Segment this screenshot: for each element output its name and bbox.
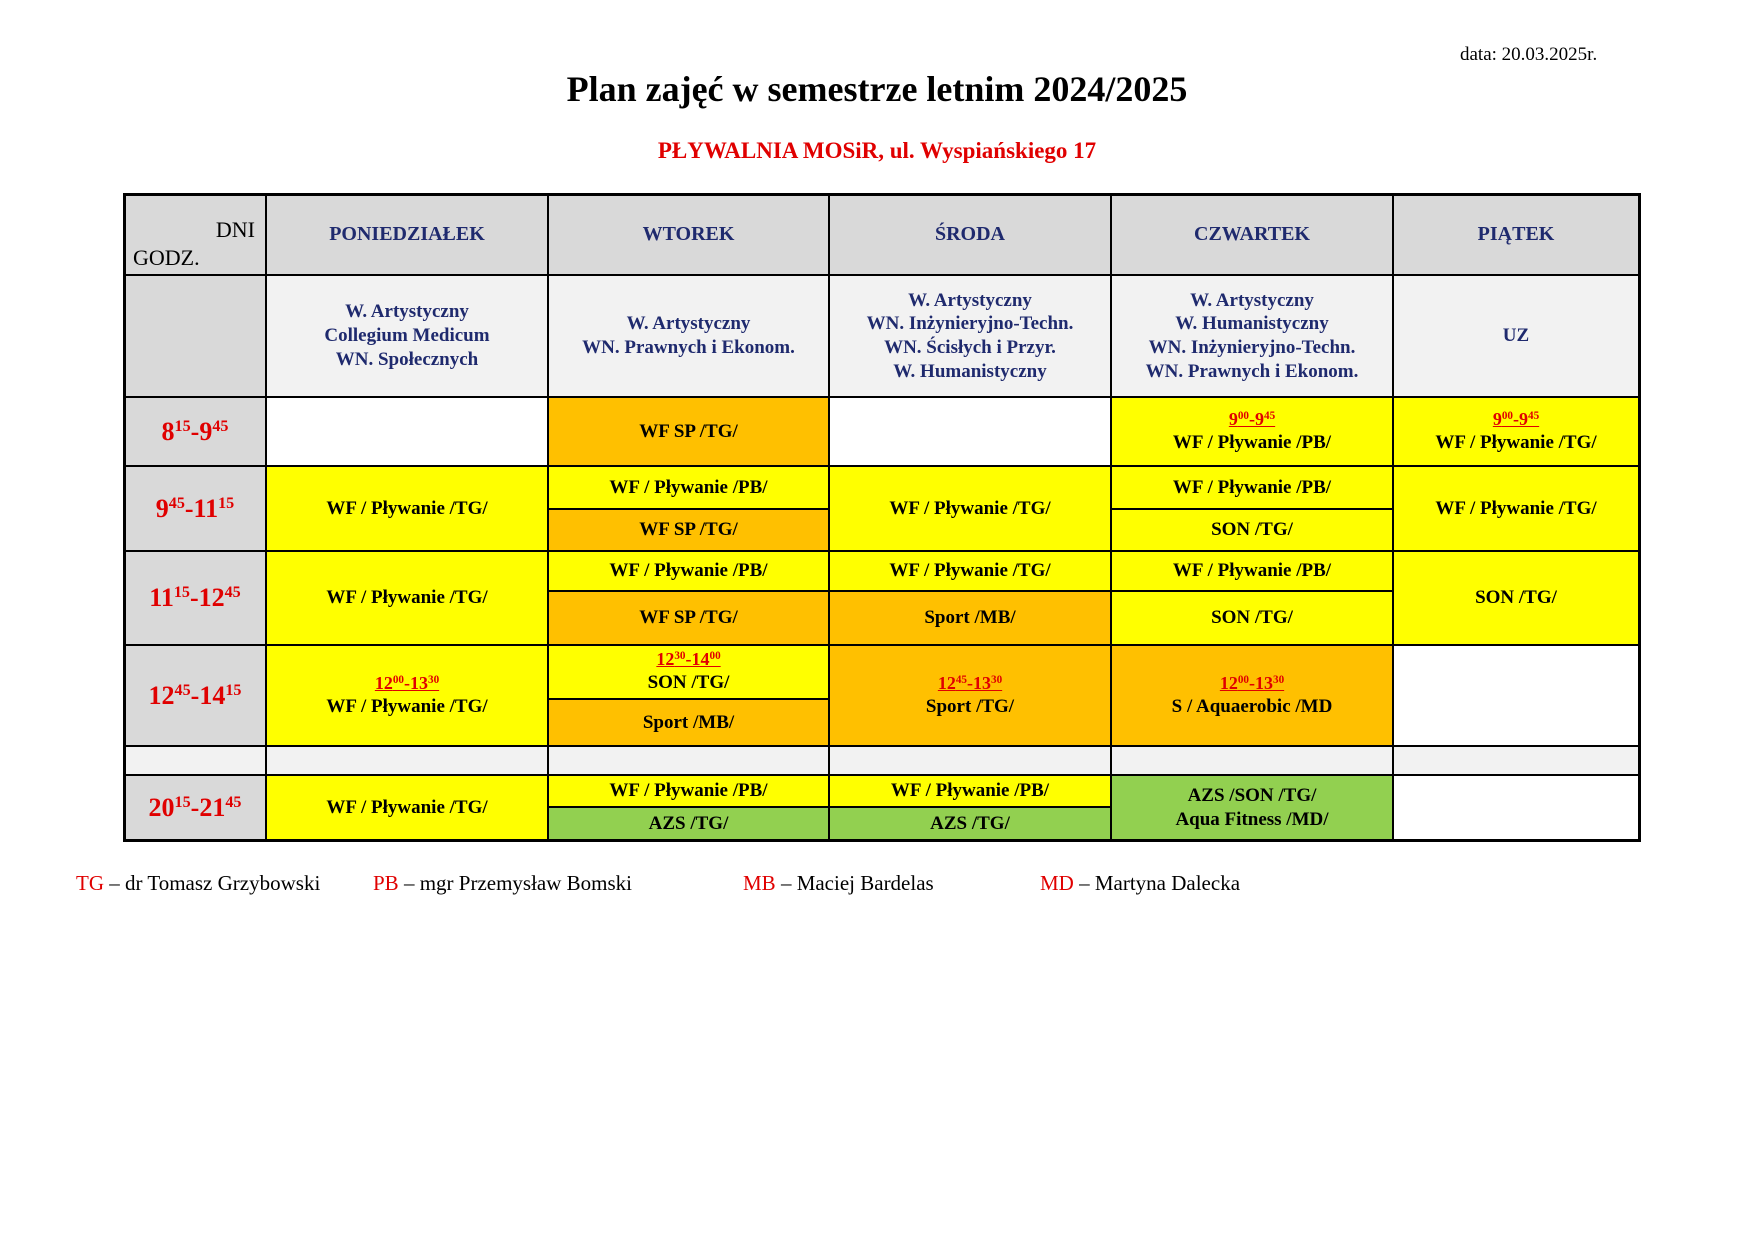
slot1-friday-class: $9^{00}-9^{45}$ WF / Pływanie /TG/ <box>1393 397 1639 466</box>
class-time: $12^{30}-14^{00}$ <box>656 649 721 670</box>
slot5-wednesday-class-a: WF / Pływanie /PB/ <box>829 775 1111 807</box>
faculties-row-label <box>124 275 266 397</box>
slot1-thursday-class: $9^{00}-9^{45}$ WF / Pływanie /PB/ <box>1111 397 1393 466</box>
day-header-thursday: CZWARTEK <box>1111 194 1393 275</box>
slot3-wednesday-class-a: WF / Pływanie /TG/ <box>829 551 1111 591</box>
slot4-tuesday-class-a: $12^{30}-14^{00}$ SON /TG/ <box>548 645 829 699</box>
faculty-line: WN. Ścisłych i Przyr. <box>884 337 1056 358</box>
day-header-friday: PIĄTEK <box>1393 194 1639 275</box>
faculty-line: WN. Prawnych i Ekonom. <box>582 337 795 358</box>
faculty-line: W. Artystyczny <box>345 301 469 323</box>
slot4-thursday-class: $12^{00}-13^{30}$ S / Aquaerobic /MD <box>1111 645 1393 746</box>
legend-item-mb: MB – Maciej Bardelas <box>743 871 934 895</box>
spacer-tuesday <box>548 746 829 775</box>
faculties-monday <box>266 275 548 397</box>
class-time: $12^{45}-13^{30}$ <box>937 672 1003 693</box>
faculties-wednesday <box>829 275 1111 397</box>
slot2-tuesday-class-b: WF SP /TG/ <box>548 509 829 551</box>
faculty-line: WN. Społecznych <box>335 348 479 370</box>
slot4-wednesday-class: $12^{45}-13^{30}$ Sport /TG/ <box>829 645 1111 746</box>
faculty-line: Collegium Medicum <box>324 325 490 347</box>
slot5-friday-empty <box>1393 775 1639 840</box>
faculties-tuesday <box>548 275 829 397</box>
page-title: Plan zajęć w semestrze letnim 2024/2025 <box>566 69 1188 109</box>
slot3-thursday-class-b: SON /TG/ <box>1111 591 1393 645</box>
slot2-thursday-class-a: WF / Pływanie /PB/ <box>1111 466 1393 509</box>
faculty-line: WN. Prawnych i Ekonom. <box>1145 360 1359 382</box>
slot2-thursday-class-b: SON /TG/ <box>1111 509 1393 551</box>
faculties-thursday <box>1111 275 1393 397</box>
page-subtitle: PŁYWALNIA MOSiR, ul. Wyspiańskiego 17 <box>657 138 1097 163</box>
time-slot-2: $9^{45}-11^{15}$ <box>124 466 266 551</box>
class-time: $12^{00}-13^{30}$ <box>374 672 440 693</box>
slot5-wednesday-class-b: AZS /TG/ <box>829 807 1111 840</box>
slot3-monday-class: WF / Pływanie /TG/ <box>266 551 548 645</box>
slot1-wednesday-empty <box>829 397 1111 466</box>
faculty-line: UZ <box>1502 325 1530 347</box>
slot5-tuesday-class-b: AZS /TG/ <box>548 807 829 840</box>
faculties-friday <box>1393 275 1639 397</box>
legend-item-md: MD – Martyna Dalecka <box>1040 871 1241 895</box>
day-header-wednesday: ŚRODA <box>829 194 1111 275</box>
time-slot-4: $12^{45}-14^{15}$ <box>124 645 266 746</box>
day-header-monday: PONIEDZIAŁEK <box>266 194 548 275</box>
faculty-line: WN. Inżynieryjno-Techn. <box>866 313 1074 335</box>
class-time: $9^{00}-9^{45}$ <box>1228 408 1276 429</box>
legend-item-pb: PB – mgr Przemysław Bomski <box>373 871 633 895</box>
slot3-friday-class: SON /TG/ <box>1393 551 1639 645</box>
time-slot-5: $20^{15}-21^{45}$ <box>124 775 266 840</box>
slot2-wednesday-class: WF / Pływanie /TG/ <box>829 466 1111 551</box>
time-slot-3: $11^{15}-12^{45}$ <box>124 551 266 645</box>
slot1-monday-empty <box>266 397 548 466</box>
slot2-friday-class: WF / Pływanie /TG/ <box>1393 466 1639 551</box>
slot5-thursday-class: AZS /SON /TG/ Aqua Fitness /MD/ <box>1111 775 1393 840</box>
faculty-line: W. Artystyczny <box>1190 289 1314 311</box>
document-date: data: 20.03.2025r. <box>1460 44 1598 65</box>
spacer-thursday <box>1111 746 1393 775</box>
corner-cell <box>124 194 266 275</box>
slot3-wednesday-class-b: Sport /MB/ <box>829 591 1111 645</box>
slot4-friday-empty <box>1393 645 1639 746</box>
corner-dni: DNI <box>215 217 255 242</box>
slot5-monday-class: WF / Pływanie /TG/ <box>266 775 548 840</box>
faculty-line: W. Humanistyczny <box>893 360 1047 382</box>
slot5-tuesday-class-a: WF / Pływanie /PB/ <box>548 775 829 807</box>
spacer-row-label <box>124 746 266 775</box>
slot1-tuesday-class: WF SP /TG/ <box>548 397 829 466</box>
slot2-tuesday-class-a: WF / Pływanie /PB/ <box>548 466 829 509</box>
corner-godz: GODZ. <box>133 245 200 270</box>
spacer-monday <box>266 746 548 775</box>
slot2-monday-class: WF / Pływanie /TG/ <box>266 466 548 551</box>
faculty-line: W. Humanistyczny <box>1175 313 1329 335</box>
time-slot-1: $8^{15}-9^{45}$ <box>124 397 266 466</box>
faculty-line: W. Artystyczny <box>908 289 1032 311</box>
class-time: $9^{00}-9^{45}$ <box>1492 408 1540 429</box>
spacer-wednesday <box>829 746 1111 775</box>
faculty-line: WN. Inżynieryjno-Techn. <box>1148 337 1356 358</box>
legend-item-tg: TG – dr Tomasz Grzybowski <box>76 871 321 895</box>
spacer-friday <box>1393 746 1639 775</box>
slot4-tuesday-class-b: Sport /MB/ <box>548 699 829 746</box>
slot3-thursday-class-a: WF / Pływanie /PB/ <box>1111 551 1393 591</box>
faculty-line: W. Artystyczny <box>626 313 751 335</box>
day-header-tuesday: WTOREK <box>548 194 829 275</box>
slot3-tuesday-class-a: WF / Pływanie /PB/ <box>548 551 829 591</box>
class-time: $12^{00}-13^{30}$ <box>1219 672 1285 693</box>
slot4-monday-class: $12^{00}-13^{30}$ WF / Pływanie /TG/ <box>266 645 548 746</box>
slot3-tuesday-class-b: WF SP /TG/ <box>548 591 829 645</box>
